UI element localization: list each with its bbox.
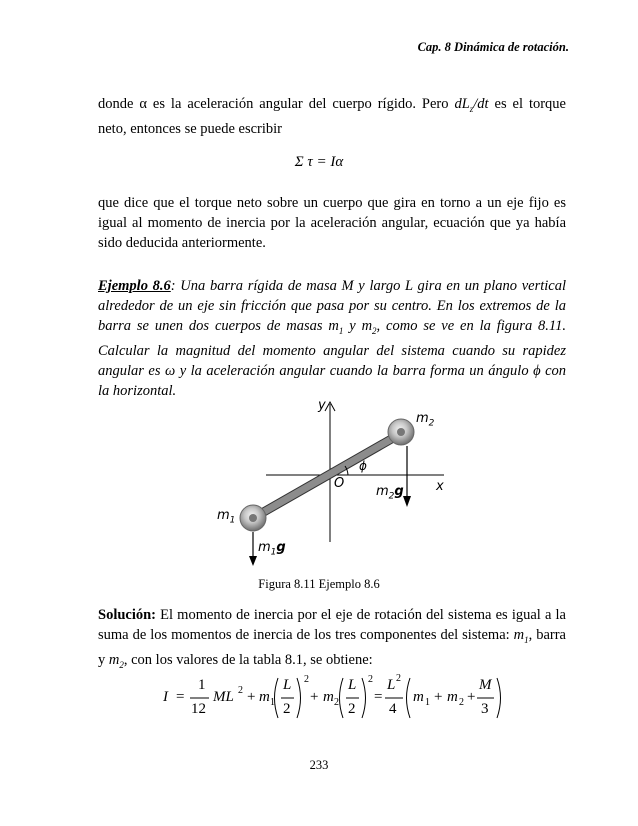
- label-m1g: $m_1g$: [258, 540, 286, 558]
- label-origin: O: [334, 476, 345, 491]
- equation-moment-of-inertia: I = 1 12 ML 2 + m 1 L 2 2 + m 2 L 2 2 = L 2 4 m 1 + m 2 + M 3: [163, 676, 523, 720]
- example-statement: Ejemplo 8.6: Una barra rígida de masa M y largo L gira en un plano vertical alrededor de un eje sin fricción que pasa por su centro. En los extremos de la barra se unen dos cuerpos de masas $m_1$ y $m_2$, como se ve en la figura 8.11. Calcular la magnitud del momento angular del sistema cuando su rapidez angular es ω y la aceleración angular cuando la barra forma un ángulo ϕ con la horizontal.: [98, 278, 566, 399]
- label-m2g: $m_2g$: [376, 484, 404, 502]
- solution-paragraph: Solución: El momento de inercia por el eje de rotación del sistema es igual a la suma de los momentos de inercia de los tres componentes del sistema: $m_1$, barra y $m_2$, con los valores de la tabla 8.1, se obtiene:: [98, 607, 566, 670]
- equation-strokes: [163, 676, 523, 720]
- solution-label: Solución:: [98, 607, 157, 623]
- force-arrow-m1g: [249, 532, 257, 566]
- page-number: 233: [309, 758, 329, 772]
- label-x-axis: x: [436, 479, 444, 494]
- figure-caption: Figura 8.11 Ejemplo 8.6: [258, 577, 380, 591]
- example-title: Ejemplo 8.6: [98, 278, 171, 294]
- label-y-axis: y: [318, 398, 326, 413]
- label-m1: $m_1$: [217, 508, 236, 526]
- chapter-header: Cap. 8 Dinámica de rotación.: [417, 40, 569, 54]
- mass-m1-ball: [240, 505, 266, 531]
- mass-m2-ball: [388, 419, 414, 445]
- force-arrow-m2g: [403, 446, 411, 507]
- paragraph-torque: que dice que el torque neto sobre un cuerpo que gira en torno a un eje fijo es igual al momento de inercia por la aceleración angular, ecuación que ya había sido deducida anteriormente.: [98, 195, 566, 251]
- paragraph-intro: donde α es la aceleración angular del cuerpo rígido. Pero $dL_z/dt$ es el torque neto, entonces se puede escribir: [98, 96, 566, 137]
- equation-torque: Σ τ = Iα: [294, 154, 344, 170]
- label-angle-phi: ϕ: [359, 459, 367, 473]
- label-m2: $m_2$: [416, 411, 435, 429]
